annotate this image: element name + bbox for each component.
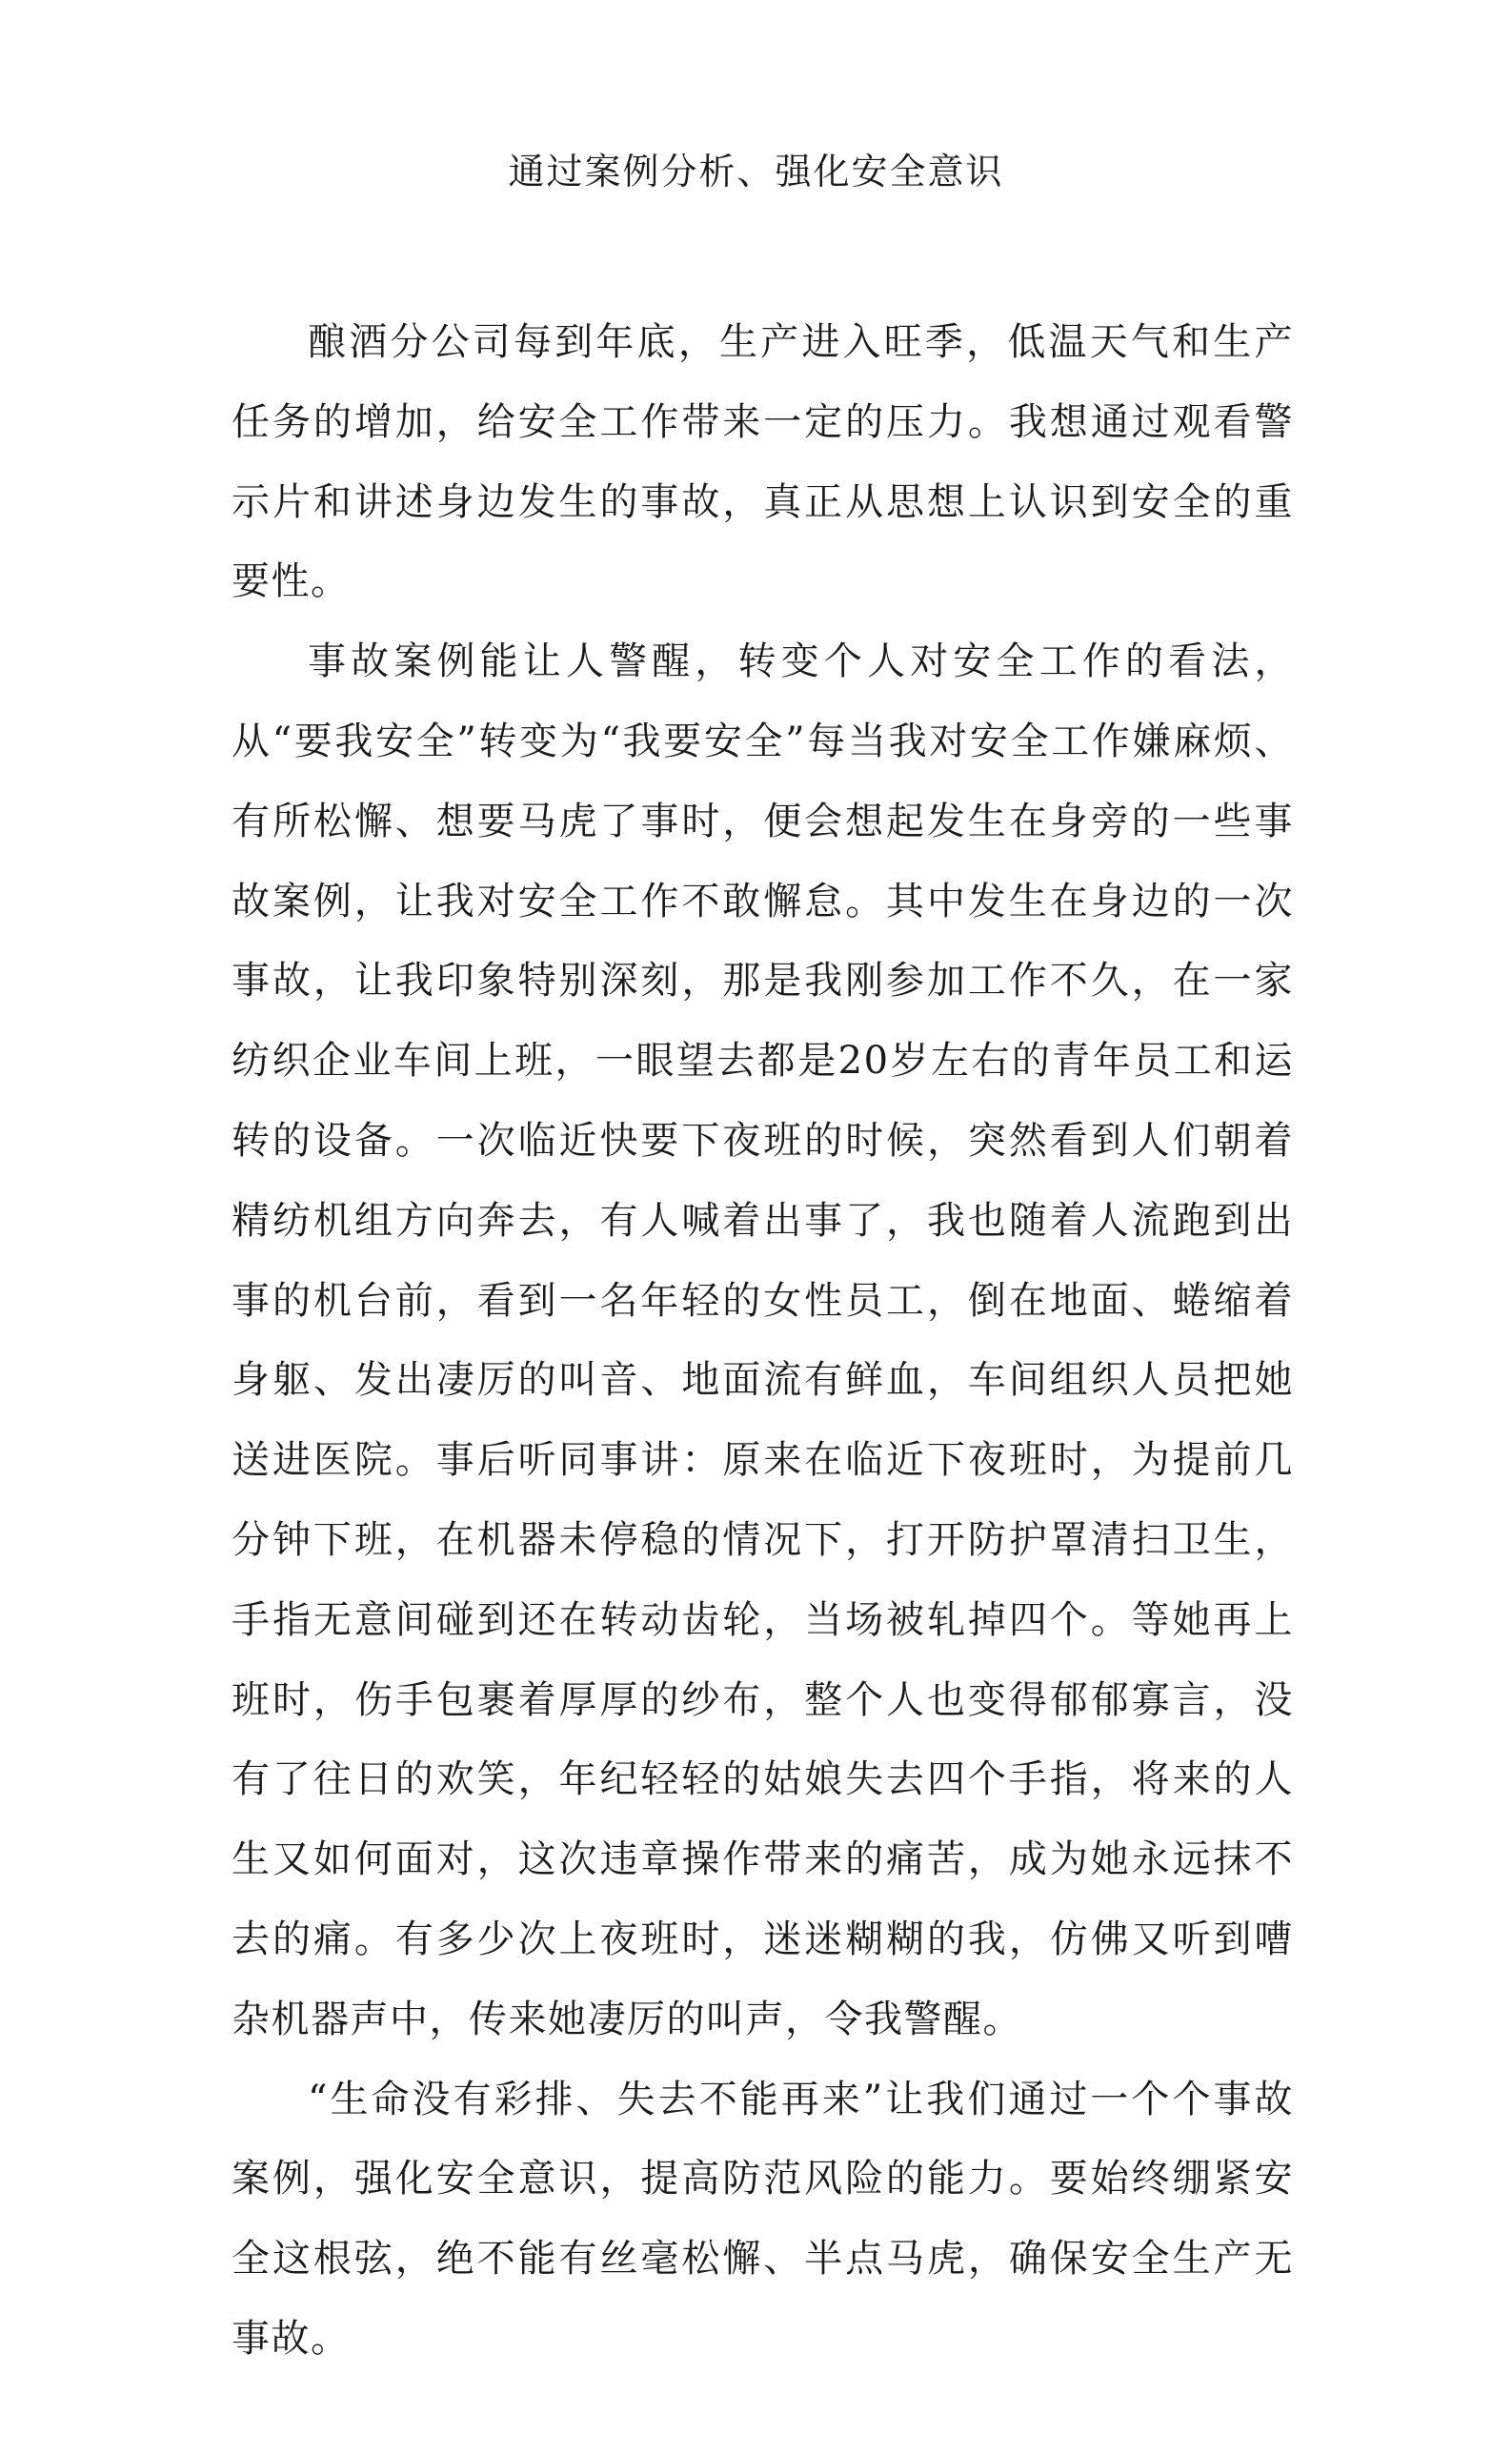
paragraph-intro: 酿酒分公司每到年底，生产进入旺季，低温天气和生产任务的增加，给安全工作带来一定的压力。我想通过观看警示片和讲述身边发生的事故，真正从思想上认识到安全的重要性。 [232,320,1294,604]
document-title: 通过案例分析、强化安全意识 [508,151,1004,193]
paragraph-conclusion: “生命没有彩排、失去不能再来”让我们通过一个个事故案例，强化安全意识，提高防范风险的能力。要始终绷紧安全这根弦，绝不能有丝毫松懈、半点马虎，确保安全生产无事故。 [232,2077,1294,2361]
document-body [232,303,1294,2380]
paragraph-case-story: 事故案例能让人警醒，转变个人对安全工作的看法，从“要我安全”转变为“我要安全”每当我对安全工作嫌麻烦、有所松懈、想要马虎了事时，便会想起发生在身旁的一些事故案例，让我对安全工作不敢懈怠。其中发生在身边的一次事故，让我印象特别深刻，那是我刚参加工作不久，在一家纺织企业车间上班，一眼望去都是20岁左右的青年员工和运转的设备。一次临近快要下夜班的时候，突然看到人们朝着精纺机组方向奔去，有人喊着出事了，我也随着人流跑到出事的机台前，看到一名年轻的女性员工，倒在地面、蜷缩着身躯、发出凄厉的叫音、地面流有鲜血，车间组织人员把她送进医院。事后听同事讲：原来在临近下夜班时，为提前几分钟下班，在机器未停稳的情况下，打开防护罩清扫卫生，手指无意间碰到还在转动齿轮，当场被轧掉四个。等她再上班时，伤手包裹着厚厚的纱布，整个人也变得郁郁寡言，没有了往日的欢笑，年纪轻轻的姑娘失去四个手指，将来的人生又如何面对，这次违章操作带来的痛苦，成为她永远抹不去的痛。有多少次上夜班时，迷迷糊糊的我，仿佛又听到嘈杂机器声中，传来她凄厉的叫声，令我警醒。 [232,639,1294,2041]
